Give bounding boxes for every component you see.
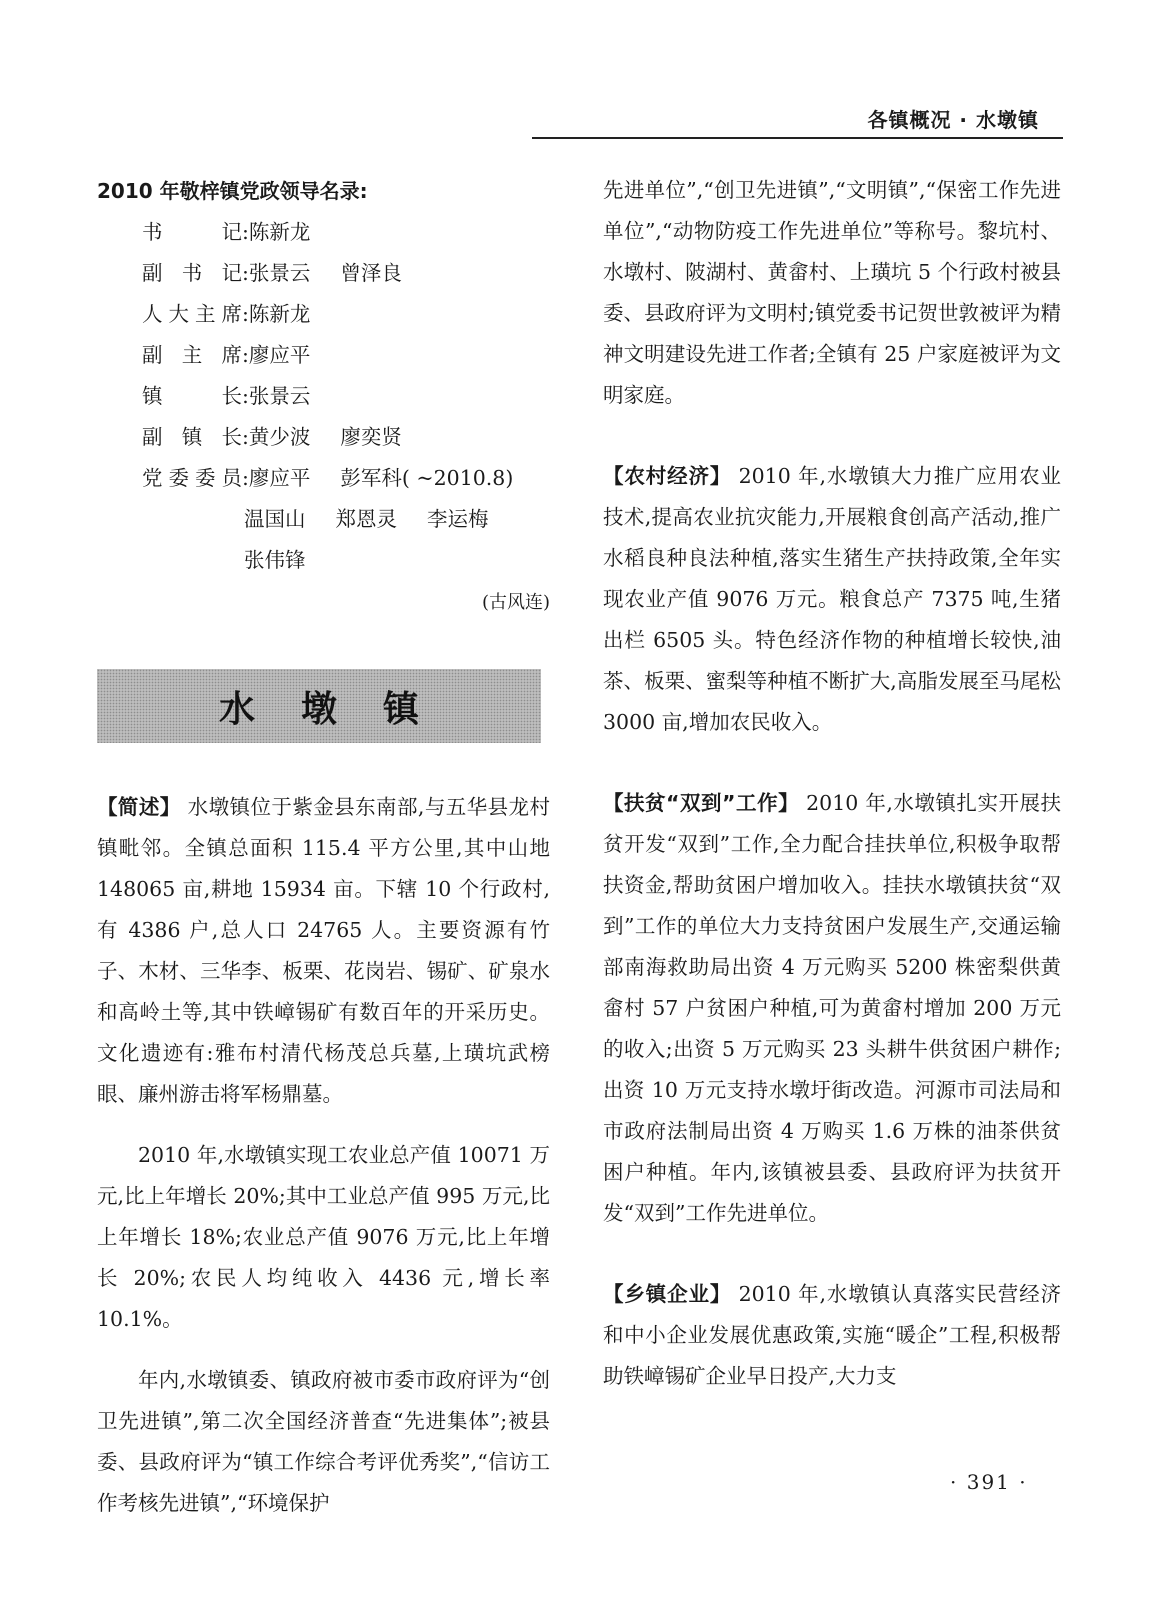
running-header: 各镇概况 · 水墩镇 <box>867 108 1039 132</box>
poverty-paragraph <box>603 783 1061 1234</box>
honors-paragraph: 年内,水墩镇委、镇政府被市委市政府评为“创卫先进镇”,第二次全国经济普查“先进集体”;被县委、县政府评为“镇工作综合考评优秀奖”,“信访工作考核先进镇”,“环境保护 <box>97 1368 550 1515</box>
leader-list <box>97 212 550 499</box>
enterprise-text: 2010 年,水墩镇认真落实民营经济和中小企业发展优惠政策,实施“暖企”工程,积极帮助铁嶂锡矿企业早日投产,大力支 <box>603 1282 1062 1388</box>
enterprise-paragraph <box>603 1274 1061 1397</box>
leader-role: 人大主席 <box>142 302 242 326</box>
leader-row <box>142 335 550 376</box>
leader-name: 廖应平 <box>248 466 311 490</box>
leader-list-continued <box>244 499 550 540</box>
leader-names <box>249 376 311 417</box>
leader-role: 党委委员 <box>142 466 242 490</box>
leader-row <box>142 212 550 253</box>
leader-colon: : <box>242 220 249 244</box>
leader-role: 书记 <box>142 220 242 244</box>
leader-names <box>249 212 311 253</box>
leader-role: 副书记 <box>142 261 242 285</box>
economy-paragraph: 2010 年,水墩镇实现工农业总产值 10071 万元,比上年增长 20%;其中工业总产值 995 万元,比上年增长 18%;农业总产值 9076 万元,比上年增长 20%;农民人均纯收入 4436 元,增长率 10.1%。 <box>97 1143 550 1331</box>
rural-economy-label: 【农村经济】 <box>603 464 732 488</box>
leader-row <box>142 458 550 499</box>
leader-row <box>142 376 550 417</box>
leader-name: 张景云 <box>248 261 311 285</box>
leader-name: 黄少波 <box>248 425 311 449</box>
leader-role: 副镇长 <box>142 425 242 449</box>
leader-role: 镇长 <box>142 384 242 408</box>
honors-continued-paragraph: 先进单位”,“创卫先进镇”,“文明镇”,“保密工作先进单位”,“动物防疫工作先进单位”等称号。黎坑村、水墩村、陂湖村、黄畲村、上璜坑 5 个行政村被县委、县政府评为文明村;镇党委书记贺世敦被评为精神文明建设先进工作者;全镇有 25 户家庭被评为文明家庭。 <box>603 178 1061 407</box>
enterprise-label: 【乡镇企业】 <box>603 1282 732 1306</box>
leader-colon: : <box>242 466 249 490</box>
leader-colon: : <box>242 343 249 367</box>
leader-row <box>142 294 550 335</box>
rural-economy-paragraph <box>603 456 1061 743</box>
leader-names <box>249 294 311 335</box>
leader-name: 郑恩灵 <box>335 507 397 531</box>
leader-list-continued <box>244 540 550 581</box>
leader-names <box>249 458 513 499</box>
leader-name: 曾泽良 <box>340 261 402 285</box>
leader-name: 廖奕贤 <box>340 425 402 449</box>
leader-name: 陈新龙 <box>248 220 311 244</box>
summary-label: 【简述】 <box>97 795 181 819</box>
leader-row <box>142 253 550 294</box>
leader-name: 彭军科( ~2010.8) <box>340 466 514 490</box>
summary-paragraph <box>97 787 550 1115</box>
header-rule <box>532 137 1063 139</box>
leader-colon: : <box>242 261 249 285</box>
page-number: · 391 · <box>950 1470 1028 1494</box>
author-credit: (古风连) <box>481 592 550 613</box>
leader-name: 张景云 <box>248 384 311 408</box>
leader-colon: : <box>242 384 249 408</box>
poverty-text: 2010 年,水墩镇扎实开展扶贫开发“双到”工作,全力配合挂扶单位,积极争取帮扶资金,帮助贫困户增加收入。挂扶水墩镇扶贫“双到”工作的单位大力支持贫困户发展生产,交通运输部南海救助局出资 4 万元购买 5200 株密梨供黄畲村 57 户贫困户种植,可为黄畲村增加 200 万元的收入;出资 5 万元购买 23 头耕牛供贫困户耕作;出资 10 万元支持水墩圩街改造。河源市司法局和市政府法制局出资 4 万购买 1.6 万株的油茶供贫困户种植。年内,该镇被县委、县政府评为扶贫开发“双到”工作先进单位。 <box>603 791 1061 1225</box>
section-banner-title: 水墩镇 <box>218 688 465 730</box>
left-column <box>97 170 550 1524</box>
leader-name: 廖应平 <box>248 343 311 367</box>
leader-colon: : <box>242 425 249 449</box>
leader-list-title: 2010 年敬梓镇党政领导名录: <box>97 179 368 203</box>
leader-name: 陈新龙 <box>248 302 311 326</box>
leader-names <box>249 335 311 376</box>
right-column <box>603 170 1061 1397</box>
leader-role: 副主席 <box>142 343 242 367</box>
leader-name: 李运梅 <box>427 507 489 531</box>
summary-text: 水墩镇位于紫金县东南部,与五华县龙村镇毗邻。全镇总面积 115.4 平方公里,其中山地 148065 亩,耕地 15934 亩。下辖 10 个行政村,有 4386 户,总人口 24765 人。主要资源有竹子、木材、三华李、板栗、花岗岩、锡矿、矿泉水和高岭土等,其中铁嶂锡矿有数百年的开采历史。文化遗迹有:雅布村清代杨茂总兵墓,上璜坑武榜眼、廉州游击将军杨鼎墓。 <box>97 795 550 1106</box>
leader-name: 张伟锋 <box>244 548 306 572</box>
section-banner <box>97 669 541 743</box>
leader-names <box>249 417 402 458</box>
leader-row <box>142 417 550 458</box>
poverty-label: 【扶贫“双到”工作】 <box>603 791 800 815</box>
rural-economy-text: 2010 年,水墩镇大力推广应用农业技术,提高农业抗灾能力,开展粮食创高产活动,推广水稻良种良法种植,落实生猪生产扶持政策,全年实现农业产值 9076 万元。粮食总产 7375 吨,生猪出栏 6505 头。特色经济作物的种植增长较快,油茶、板栗、蜜梨等种植不断扩大,高脂发展至马尾松 3000 亩,增加农民收入。 <box>603 464 1062 734</box>
leader-name: 温国山 <box>244 507 306 531</box>
leader-colon: : <box>242 302 249 326</box>
leader-names <box>249 253 402 294</box>
